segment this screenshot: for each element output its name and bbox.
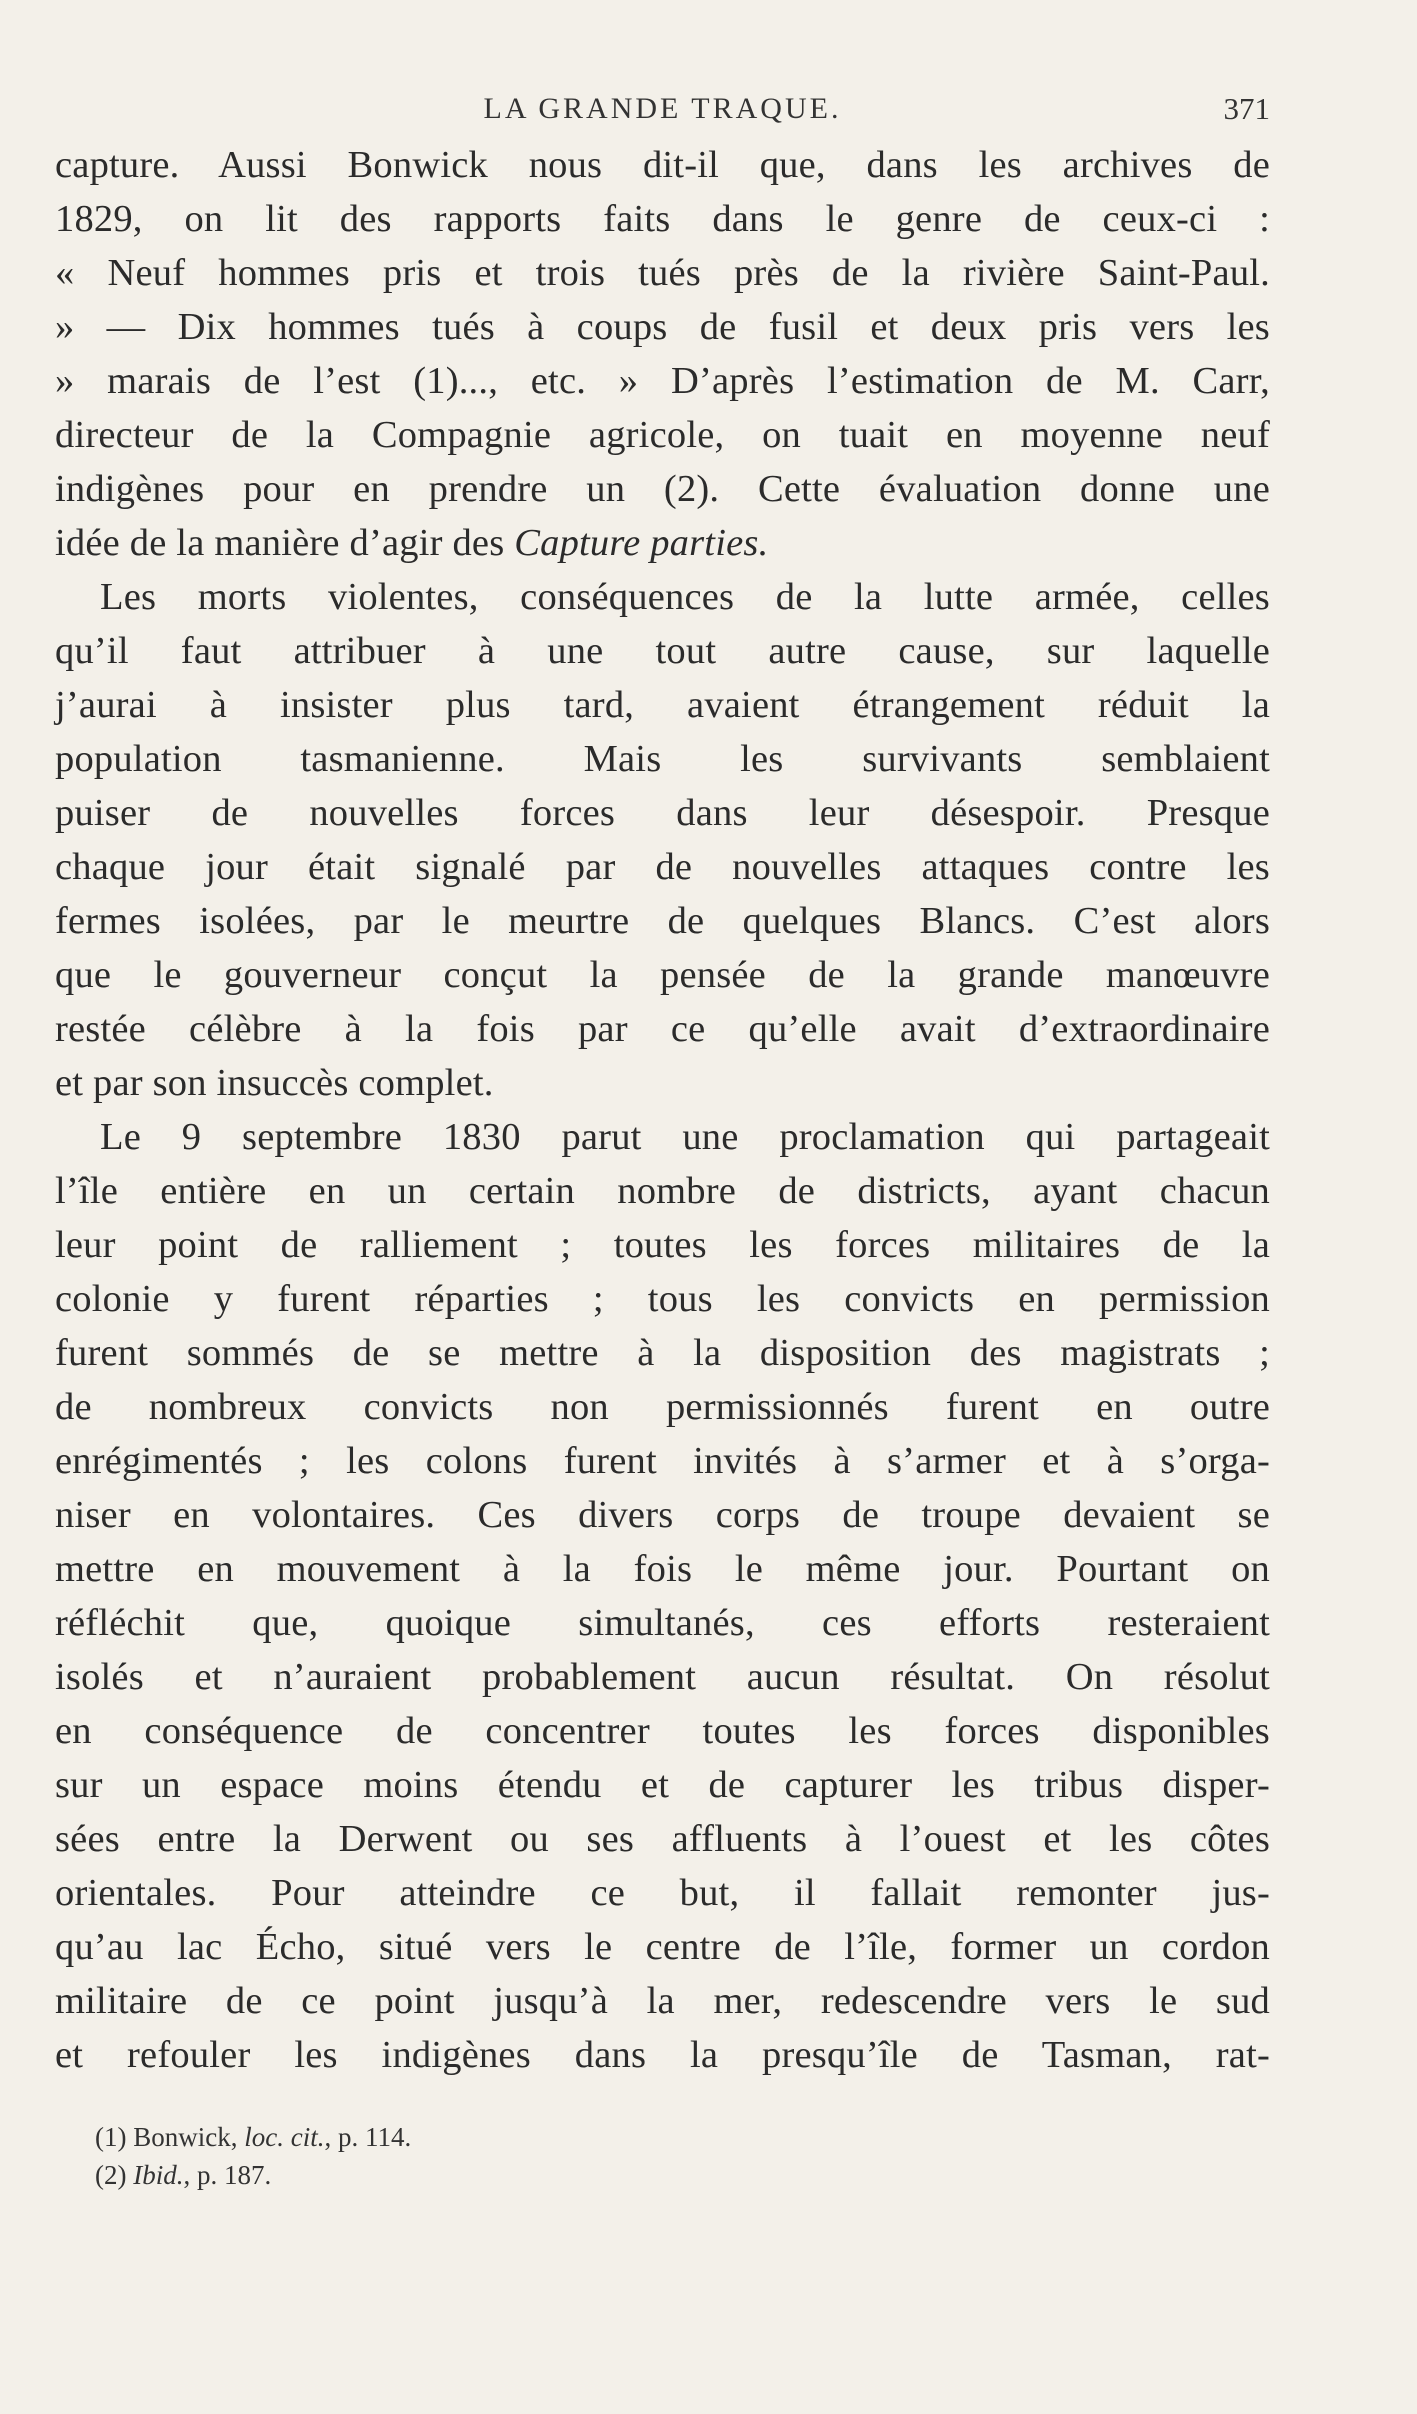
text-line: indigènes pour en prendre un (2). Cette évaluation donne une — [55, 468, 1270, 510]
footnote-2 — [95, 2156, 795, 2194]
text-line: niser en volontaires. Ces divers corps de troupe devaient se — [55, 1494, 1270, 1536]
footnote-marker: (1) — [95, 2122, 127, 2152]
body-text — [55, 138, 1270, 2082]
text-line: 1829, on lit des rapports faits dans le genre de ceux-ci : — [55, 198, 1270, 240]
text-line: directeur de la Compagnie agricole, on tuait en moyenne neuf — [55, 414, 1270, 456]
text-line: que le gouverneur conçut la pensée de la grande manœuvre — [55, 954, 1270, 996]
text-line: isolés et n’auraient probablement aucun résultat. On résolut — [55, 1656, 1270, 1698]
text-line: leur point de ralliement ; toutes les forces militaires de la — [55, 1224, 1270, 1266]
text-line: fermes isolées, par le meurtre de quelques Blancs. C’est alors — [55, 900, 1270, 942]
text-line: capture. Aussi Bonwick nous dit-il que, dans les archives de — [55, 144, 1270, 186]
text-line: restée célèbre à la fois par ce qu’elle avait d’extraordinaire — [55, 1008, 1270, 1050]
paragraph-3 — [55, 1110, 1270, 2082]
footnotes — [95, 2118, 795, 2194]
text-line: qu’au lac Écho, situé vers le centre de l’île, former un cordon — [55, 1926, 1270, 1968]
text-line: en conséquence de concentrer toutes les forces disponibles — [55, 1710, 1270, 1752]
footnote-italic: loc. cit. — [244, 2122, 325, 2152]
footnote-page: , p. 114. — [324, 2122, 412, 2152]
text-line: de nombreux convicts non permissionnés furent en outre — [55, 1386, 1270, 1428]
text-line: enrégimentés ; les colons furent invités à s’armer et à s’orga- — [55, 1440, 1270, 1482]
text-line: puiser de nouvelles forces dans leur désespoir. Presque — [55, 792, 1270, 834]
text-line: chaque jour était signalé par de nouvelles attaques contre les — [55, 846, 1270, 888]
running-head — [55, 84, 1270, 134]
text-line: l’île entière en un certain nombre de districts, ayant chacun — [55, 1170, 1270, 1212]
text-line: orientales. Pour atteindre ce but, il fallait remonter jus- — [55, 1872, 1270, 1914]
text-line: population tasmanienne. Mais les survivants semblaient — [55, 738, 1270, 780]
text-line: réfléchit que, quoique simultanés, ces efforts resteraient — [55, 1602, 1270, 1644]
text-line: sées entre la Derwent ou ses affluents à l’ouest et les côtes — [55, 1818, 1270, 1860]
paragraph-1 — [55, 138, 1270, 570]
page-number: 371 — [1223, 91, 1270, 126]
text-line: et par son insuccès complet. — [55, 1062, 494, 1104]
footnote-marker: (2) — [95, 2160, 127, 2190]
text-line: » marais de l’est (1)..., etc. » D’après l’estimation de M. Carr, — [55, 360, 1270, 402]
footnote-source: Bonwick, — [133, 2122, 238, 2152]
text-line: colonie y furent réparties ; tous les convicts en permission — [55, 1278, 1270, 1320]
running-title: LA GRANDE TRAQUE. — [483, 92, 842, 125]
text-line: Les morts violentes, conséquences de la lutte armée, celles — [100, 576, 1270, 618]
text-line: mettre en mouvement à la fois le même jour. Pourtant on — [55, 1548, 1270, 1590]
text-line — [55, 516, 1270, 570]
text-line: furent sommés de se mettre à la disposition des magistrats ; — [55, 1332, 1270, 1374]
text-line: sur un espace moins étendu et de capturer les tribus disper- — [55, 1764, 1270, 1806]
text-line: j’aurai à insister plus tard, avaient étrangement réduit la — [55, 684, 1270, 726]
footnote-1 — [95, 2118, 795, 2156]
text-line: « Neuf hommes pris et trois tués près de la rivière Saint-Paul. — [55, 252, 1270, 294]
italic-term: Capture parties. — [514, 522, 769, 564]
text-line: militaire de ce point jusqu’à la mer, redescendre vers le sud — [55, 1980, 1270, 2022]
footnote-page: , p. 187. — [183, 2160, 272, 2190]
text-line: qu’il faut attribuer à une tout autre cause, sur laquelle — [55, 630, 1270, 672]
text-line: Le 9 septembre 1830 parut une proclamation qui partageait — [100, 1116, 1270, 1158]
text-fragment: idée de la manière d’agir des — [55, 522, 515, 564]
text-line: » — Dix hommes tués à coups de fusil et deux pris vers les — [55, 306, 1270, 348]
footnote-italic: Ibid. — [133, 2160, 184, 2190]
paragraph-2 — [55, 570, 1270, 1110]
text-line: et refouler les indigènes dans la presqu’île de Tasman, rat- — [55, 2034, 1270, 2076]
